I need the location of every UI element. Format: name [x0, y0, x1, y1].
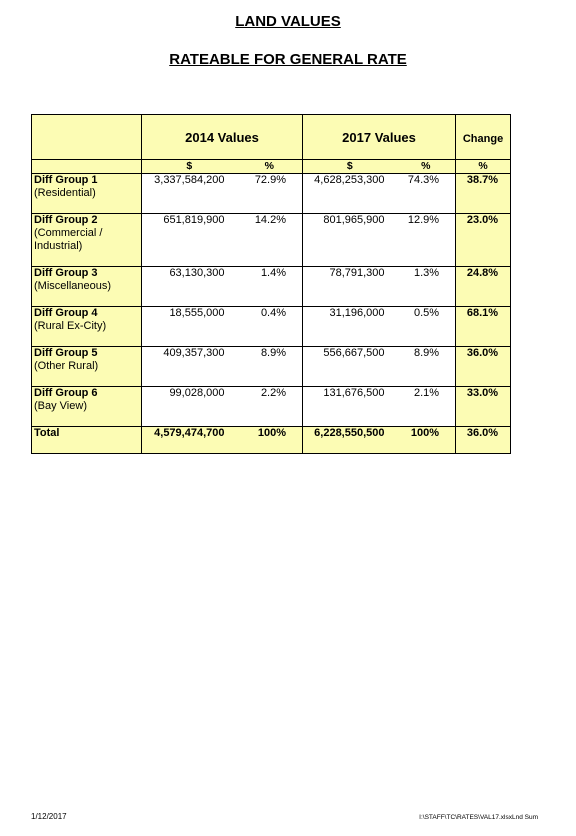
land-values-table: [31, 114, 511, 454]
pct-change: 33.0%: [456, 387, 511, 427]
sub-pct-2017: %: [397, 160, 456, 174]
row-label: Diff Group 4: [34, 307, 98, 319]
table-row: [32, 347, 511, 387]
row-label: Diff Group 1: [34, 174, 98, 186]
header-2014-values: 2014 Values: [142, 115, 303, 160]
row-desc: (Bay View): [34, 400, 87, 412]
page-title: LAND VALUES: [235, 13, 341, 30]
value-2014: 18,555,000: [142, 307, 237, 347]
sub-pct-2014: %: [237, 160, 303, 174]
row-label: Diff Group 3: [34, 267, 98, 279]
page-subtitle: RATEABLE FOR GENERAL RATE: [169, 51, 407, 68]
value-2014: 409,357,300: [142, 347, 237, 387]
pct-change: 36.0%: [456, 347, 511, 387]
sub-dollar-2017: $: [303, 160, 397, 174]
value-2017: 78,791,300: [303, 267, 397, 307]
total-2017: 6,228,550,500: [303, 427, 397, 454]
row-desc: (Rural Ex-City): [34, 320, 107, 332]
value-2017: 4,628,253,300: [303, 174, 397, 214]
value-2014: 651,819,900: [142, 214, 237, 267]
sub-pct-change: %: [456, 160, 511, 174]
pct-2014: 8.9%: [237, 347, 303, 387]
row-label: Diff Group 5: [34, 347, 98, 359]
pct-change: 24.8%: [456, 267, 511, 307]
pct-change: 38.7%: [456, 174, 511, 214]
total-label: Total: [32, 427, 142, 454]
row-desc: (Residential): [34, 187, 96, 199]
pct-2017: 8.9%: [397, 347, 456, 387]
value-2017: 556,667,500: [303, 347, 397, 387]
pct-2014: 2.2%: [237, 387, 303, 427]
row-label: Diff Group 6: [34, 387, 98, 399]
total-pct-2017: 100%: [397, 427, 456, 454]
total-change: 36.0%: [456, 427, 511, 454]
row-desc: (Miscellaneous): [34, 280, 112, 292]
row-desc: (Other Rural): [34, 360, 99, 372]
sub-dollar-2014: $: [142, 160, 237, 174]
pct-2014: 1.4%: [237, 267, 303, 307]
row-desc-line2: Industrial): [34, 240, 83, 252]
header-blank-cell: [32, 115, 142, 160]
pct-2017: 2.1%: [397, 387, 456, 427]
footer-date: 1/12/2017: [31, 812, 67, 821]
footer-file-path: I:\STAFF\TC\RATES\VAL17.xlsxLnd Sum: [419, 814, 538, 821]
pct-change: 68.1%: [456, 307, 511, 347]
header-2017-values: 2017 Values: [303, 115, 456, 160]
table-row: [32, 214, 511, 267]
table-row: [32, 387, 511, 427]
value-2014: 63,130,300: [142, 267, 237, 307]
total-pct-2014: 100%: [237, 427, 303, 454]
value-2014: 99,028,000: [142, 387, 237, 427]
row-label: Diff Group 2: [34, 214, 98, 226]
pct-2017: 12.9%: [397, 214, 456, 267]
header-change: Change: [456, 115, 511, 160]
table-row: [32, 267, 511, 307]
pct-2014: 0.4%: [237, 307, 303, 347]
table-row: [32, 174, 511, 214]
value-2017: 31,196,000: [303, 307, 397, 347]
pct-2014: 72.9%: [254, 174, 287, 186]
pct-change: 23.0%: [456, 214, 511, 267]
total-2014: 4,579,474,700: [142, 427, 237, 454]
pct-2017: 74.3%: [407, 174, 440, 186]
pct-2017: 0.5%: [397, 307, 456, 347]
pct-2014: 14.2%: [237, 214, 303, 267]
value-2017: 801,965,900: [303, 214, 397, 267]
value-2014: 3,337,584,200: [154, 174, 225, 186]
total-row: [32, 427, 511, 454]
table-row: [32, 307, 511, 347]
value-2017: 131,676,500: [303, 387, 397, 427]
pct-2017: 1.3%: [397, 267, 456, 307]
sub-blank-cell: [32, 160, 142, 174]
row-desc: (Commercial /: [34, 227, 103, 239]
